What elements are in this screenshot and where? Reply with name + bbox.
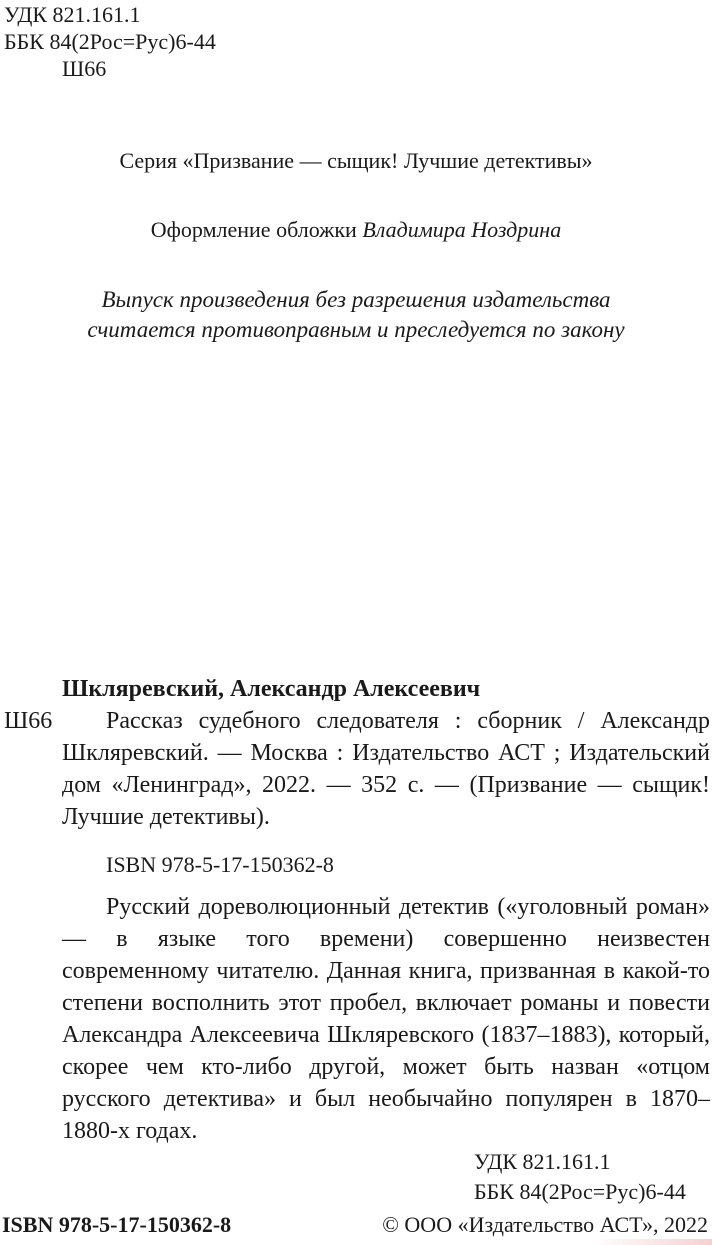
- author-heading: Шклярeвский, Александр Алексеевич: [62, 676, 481, 702]
- copyright-notice-line-2: считается противоправным и преследуется по закону: [87, 317, 625, 342]
- series-line: Серия «Призвание — сыщик! Лучшие детективы»: [119, 148, 593, 173]
- cover-designer-name: Владимира Ноздрина: [362, 217, 562, 242]
- bbk-index: ББК 84(2Рос=Рус)6-44: [4, 29, 216, 54]
- bibliographic-author-code: Ш66: [4, 708, 53, 734]
- isbn-inline: ISBN 978-5-17-150362-8: [106, 852, 334, 877]
- scan-edge-mark: [592, 1239, 712, 1245]
- copyright-notice-line-1: Выпуск произведения без разрешения издательства: [101, 287, 611, 312]
- udk-index-bottom: УДК 821.161.1: [474, 1149, 611, 1174]
- footer-copyright: © ООО «Издательство АСТ», 2022: [382, 1212, 708, 1237]
- bibliographic-description: Рассказ судебного следователя : сборник / Александр Шклярeвский. — Москва : Издательство АСТ ; Издательский дом «Ленинград», 2022. — 352 с. — (Призвание — сыщик! Лучшие детективы).: [62, 708, 710, 830]
- udk-index: УДК 821.161.1: [4, 2, 141, 27]
- catalog-indexes-top: [4, 2, 216, 83]
- bbk-index-bottom: ББК 84(2Рос=Рус)6-44: [474, 1179, 686, 1204]
- cover-design-credit: [0, 217, 712, 243]
- author-code: Ш66: [62, 56, 107, 81]
- catalog-indexes-bottom: [474, 1147, 686, 1207]
- annotation-paragraph: Русский дореволюционный детектив («уголовный роман» — в языке того времени) совершенно неизвестен современному читателю. Данная книга, призванная в какой-то степени восполнить этот пробел, включает романы и повести Александра Алексеевича Шклярeвского (1837–1883), который, скорее чем кто-либо другой, может быть назван «отцом русского детектива» и был необычайно популярен в 1870–1880-х годах.: [62, 894, 710, 1144]
- cover-design-prefix: Оформление обложки: [150, 217, 363, 242]
- footer-isbn: ISBN 978-5-17-150362-8: [2, 1212, 232, 1237]
